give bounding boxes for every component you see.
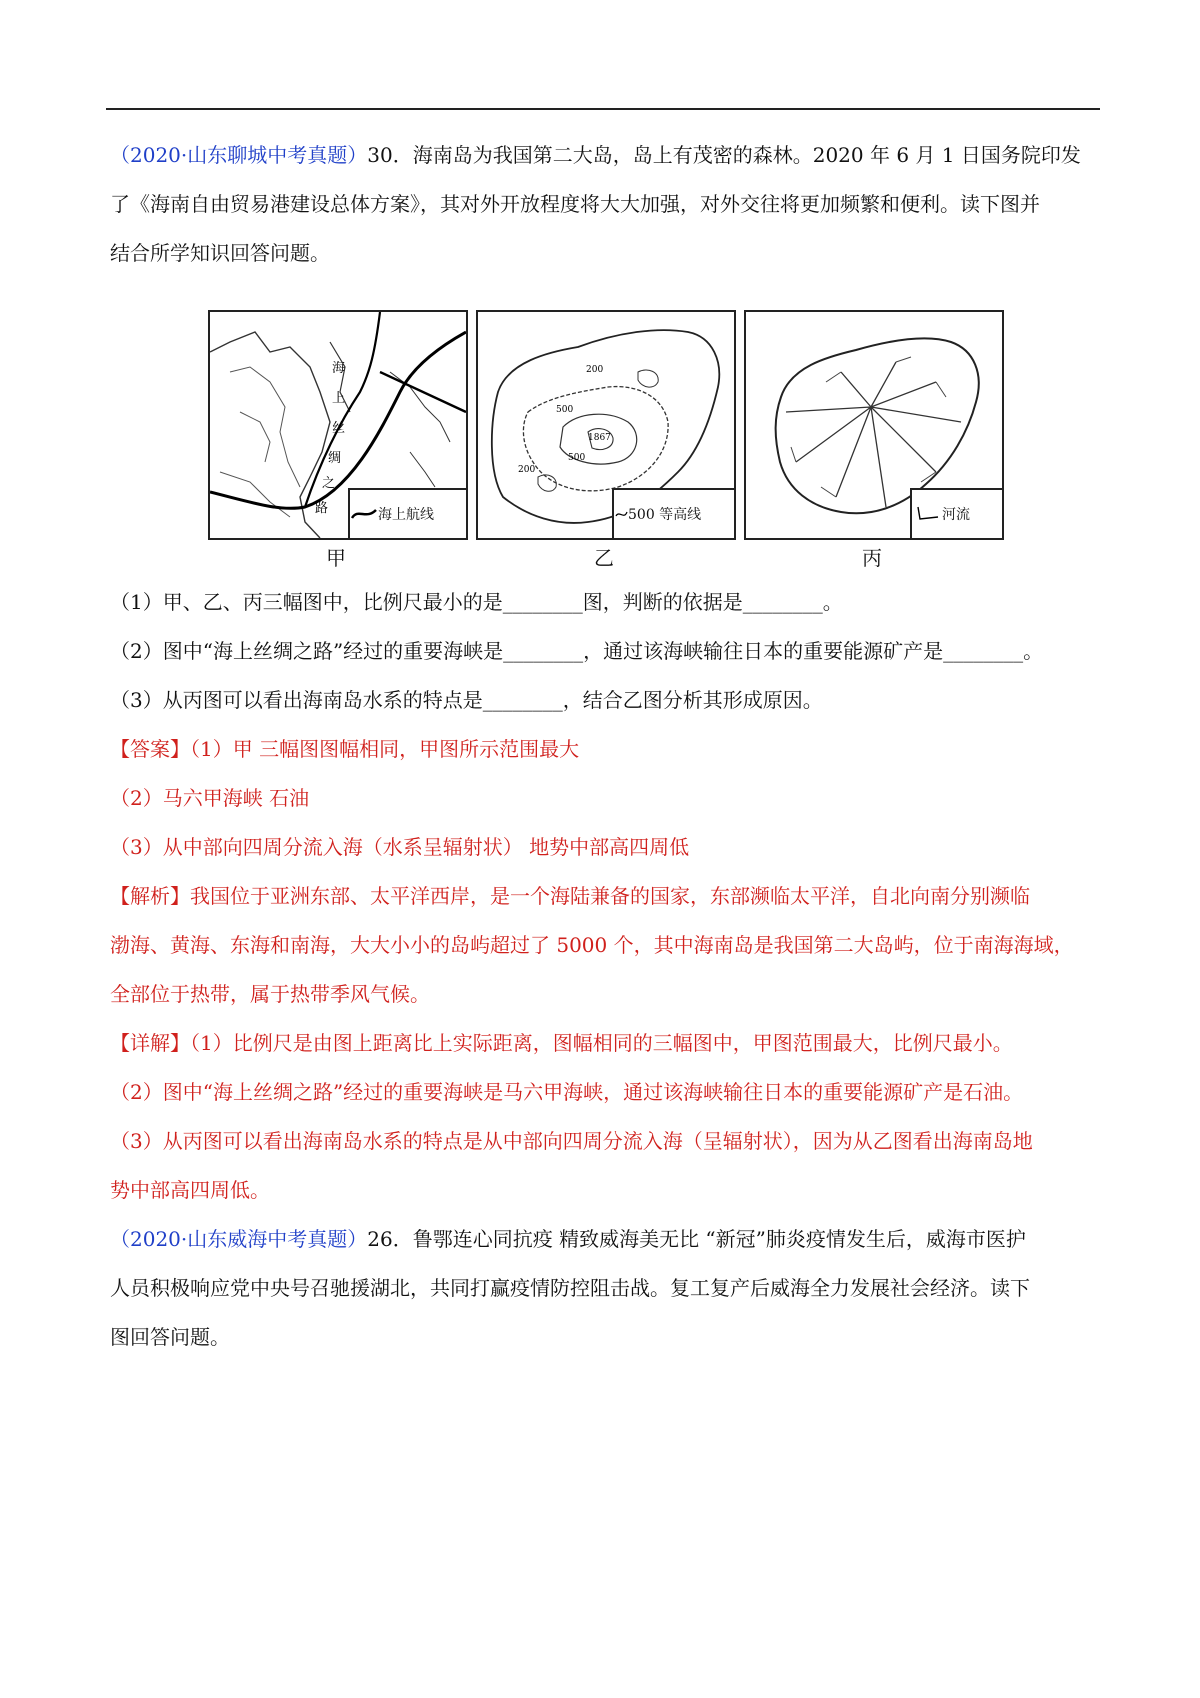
route-char: 路 (315, 501, 329, 516)
river-line-icon (912, 505, 942, 523)
route-char: 之 (322, 476, 336, 491)
detail-line (110, 1023, 1100, 1063)
route-char: 上 (332, 391, 346, 406)
detail-line: 势中部高四周低。 (110, 1178, 270, 1202)
legend-label: 河流 (942, 507, 970, 523)
answer-section (110, 729, 1100, 867)
contour-label: 200 (518, 465, 536, 475)
source-tag: （2020·山东聊城中考真题） (110, 143, 368, 167)
header-rule (106, 108, 1100, 110)
contour-label: 500 (556, 405, 574, 415)
map-yi (476, 310, 736, 540)
analysis-line (110, 876, 1100, 916)
route-char: 丝 (332, 421, 346, 436)
stem-line: 图回答问题。 (110, 1325, 230, 1349)
route-char: 绸 (328, 451, 342, 466)
detail-section (110, 1023, 1100, 1210)
detail-label: 【详解】 (110, 1031, 190, 1055)
stem-text: 26．鲁鄂连心同抗疫 精致威海美无比 “新冠”肺炎疫情发生后，威海市医护 (367, 1227, 1026, 1251)
figure-label-yi: 乙 (594, 546, 614, 570)
question-30-stem (110, 135, 1100, 273)
answer-label: 【答案】 (110, 737, 190, 761)
answer-line (110, 729, 1100, 769)
analysis-section (110, 876, 1100, 1014)
contour-label: 200 (586, 365, 604, 375)
sub-question: （1）甲、乙、丙三幅图中，比例尺最小的是________图，判断的依据是________。 (110, 590, 843, 614)
route-char: 海 (332, 361, 346, 376)
stem-line: 结合所学知识回答问题。 (110, 241, 330, 265)
legend-label: 500 等高线 (628, 507, 702, 523)
map-bing (744, 310, 1004, 540)
analysis-line: 渤海、黄海、东海和南海，大大小小的岛屿超过了 5000 个，其中海南岛是我国第二大岛屿，位于南海海域， (110, 933, 1074, 957)
map-figures (208, 310, 1002, 572)
sub-question: （3）从丙图可以看出海南岛水系的特点是________，结合乙图分析其形成原因。 (110, 688, 823, 712)
stem-line: 人员积极响应党中央号召驰援湖北，共同打赢疫情防控阻击战。复工复产后威海全力发展社会经济。读下 (110, 1276, 1030, 1300)
analysis-text: 我国位于亚洲东部、太平洋西岸，是一个海陆兼备的国家，东部濒临太平洋，自北向南分别濒临 (190, 884, 1030, 908)
figure-label-bing: 丙 (862, 546, 882, 570)
stem-line (110, 135, 1100, 175)
legend-route (348, 488, 466, 538)
analysis-line: 全部位于热带，属于热带季风气候。 (110, 982, 430, 1006)
figure-label-jia: 甲 (326, 546, 346, 570)
answer-line: （3）从中部向四周分流入海（水系呈辐射状） 地势中部高四周低 (110, 835, 690, 859)
detail-text: （1）比例尺是由图上距离比上实际距离，图幅相同的三幅图中，甲图范围最大，比例尺最小。 (190, 1031, 1013, 1055)
route-line-icon (350, 506, 378, 522)
detail-line: （2）图中“海上丝绸之路”经过的重要海峡是马六甲海峡，通过该海峡输往日本的重要能源矿产是石油。 (110, 1080, 1024, 1104)
answer-line: （2）马六甲海峡 石油 (110, 786, 310, 810)
stem-line: 了《海南自由贸易港建设总体方案》，其对外开放程度将大大加强，对外交往将更加频繁和便利。读下图并 (110, 192, 1040, 216)
analysis-label: 【解析】 (110, 884, 190, 908)
map-jia (208, 310, 468, 540)
stem-line (110, 1219, 1100, 1259)
sub-questions (110, 582, 1100, 720)
contour-label: 1867 (588, 433, 611, 443)
stem-text: 30．海南岛为我国第二大岛，岛上有茂密的森林。2020 年 6 月 1 日国务院印发 (367, 143, 1081, 167)
contour-line-icon (614, 506, 628, 522)
answer-text: （1）甲 三幅图图幅相同，甲图所示范围最大 (190, 737, 580, 761)
source-tag: （2020·山东威海中考真题） (110, 1227, 368, 1251)
legend-river (910, 488, 1002, 538)
legend-label: 海上航线 (378, 507, 434, 523)
question-26-stem (110, 1219, 1100, 1357)
contour-label: 500 (568, 453, 586, 463)
legend-contour (612, 488, 734, 538)
sub-question: （2）图中“海上丝绸之路”经过的重要海峡是________，通过该海峡输往日本的重要能源矿产是________。 (110, 639, 1044, 663)
detail-line: （3）从丙图可以看出海南岛水系的特点是从中部向四周分流入海（呈辐射状），因为从乙图看出海南岛地 (110, 1129, 1033, 1153)
